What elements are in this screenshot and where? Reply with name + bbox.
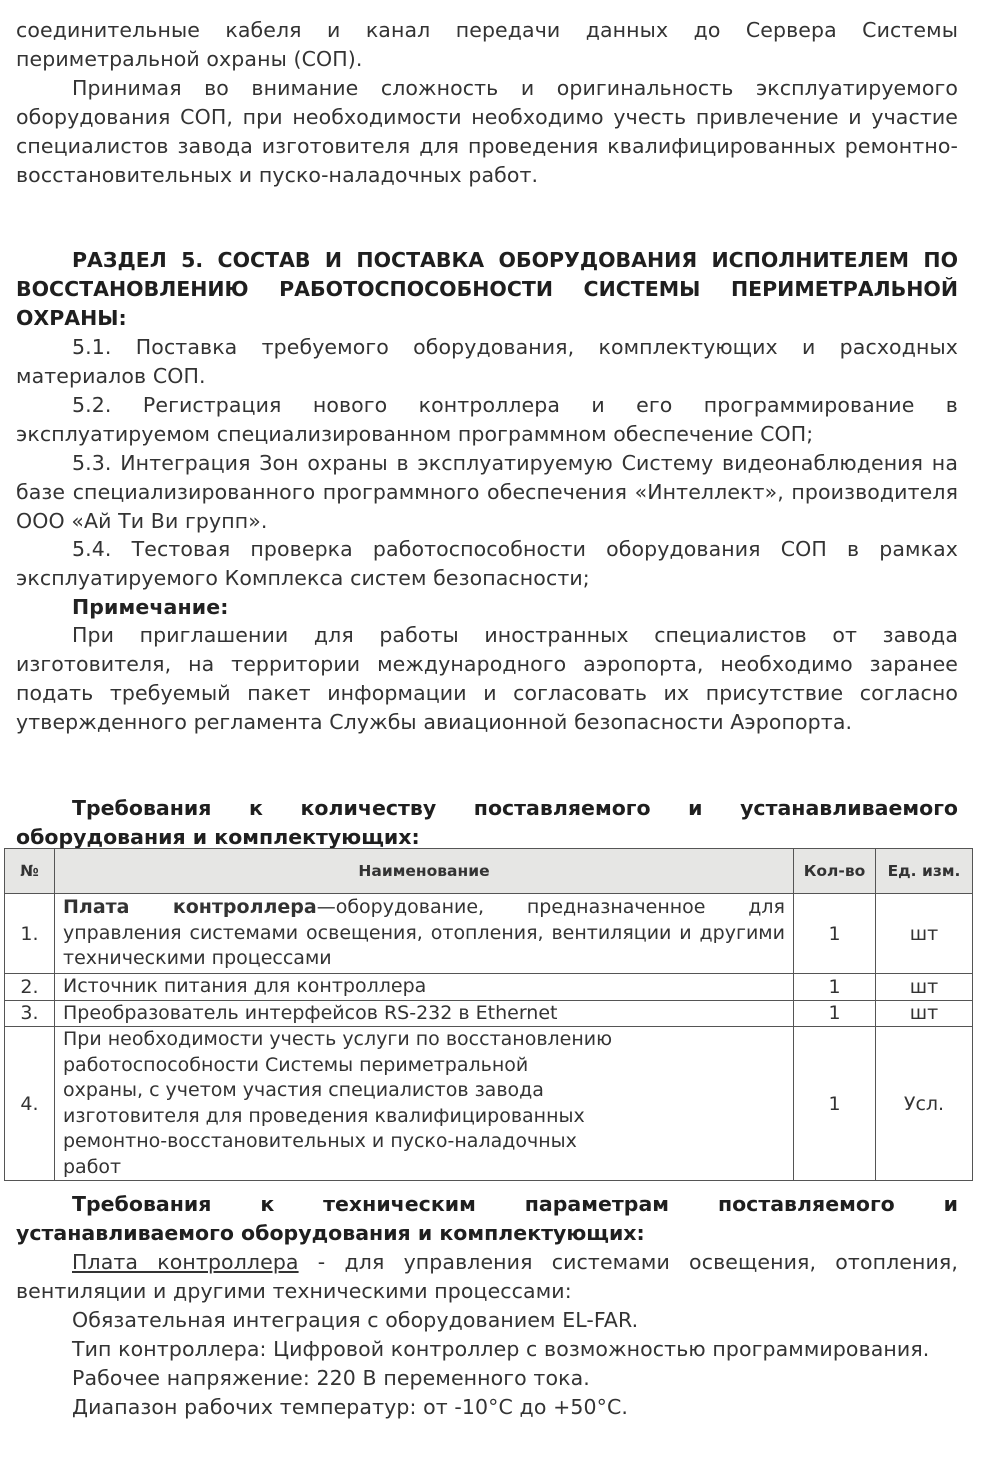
tech-subject-rest: - для управления системами освещения, отопления, вентиляции и другими техническими процессами: xyxy=(16,1250,958,1303)
header-number: № xyxy=(5,849,55,894)
table-row xyxy=(5,1000,973,1027)
paragraph-continuation: соединительные кабеля и канал передачи данных до Сервера Системы периметральной охраны (СОП). xyxy=(16,18,958,71)
item-number: 5.2. xyxy=(72,393,112,417)
item-number: 5.4. xyxy=(72,537,112,561)
item-text: Поставка требуемого оборудования, комплектующих и расходных материалов СОП. xyxy=(16,335,958,388)
row-name: Преобразователь интерфейсов RS-232 в Ethernet xyxy=(55,1000,794,1027)
tech-line: Диапазон рабочих температур: от -10°С до +50°С. xyxy=(72,1395,629,1419)
row-quantity: 1 xyxy=(794,1000,876,1027)
item-text: Регистрация нового контроллера и его программирование в эксплуатируемом специализированном программном обеспечение СОП; xyxy=(16,393,958,446)
row-quantity: 1 xyxy=(794,974,876,1001)
row-unit: шт xyxy=(876,974,973,1001)
section-item xyxy=(16,535,958,593)
row-name: Источник питания для контроллера xyxy=(55,974,794,1001)
header-name: Наименование xyxy=(55,849,794,894)
header-unit: Ед. изм. xyxy=(876,849,973,894)
table-header-row xyxy=(5,849,973,894)
row-name xyxy=(55,894,794,974)
equipment-table xyxy=(4,848,973,1181)
table-row xyxy=(5,974,973,1001)
section-item xyxy=(16,333,958,391)
note-label: Примечание: xyxy=(72,595,229,619)
technical-parameters xyxy=(16,1248,958,1422)
row-number: 1. xyxy=(5,894,55,974)
section-item xyxy=(16,449,958,536)
tech-subject-line xyxy=(16,1248,958,1306)
tech-line: Обязательная интеграция с оборудованием EL-FAR. xyxy=(72,1308,639,1332)
technical-requirements-heading: Требования к техническим параметрам поставляемого и устанавливаемого оборудования и комплектующих: xyxy=(16,1192,958,1245)
tech-subject: Плата контроллера xyxy=(72,1250,299,1274)
row-number: 2. xyxy=(5,974,55,1001)
row-name-bold: Плата контроллера xyxy=(63,896,317,919)
row-name-text: —оборудование, предназначенное для управления системами освещения, отопления, вентиляции и другими техническими процессами xyxy=(63,896,785,970)
paragraph-consideration: Принимая во внимание сложность и оригинальность эксплуатируемого оборудования СОП, при необходимости необходимо учесть привлечение и участие специалистов завода изготовителя для проведения квалифицированных ремонтно-восстановительных и пуско-наладочных работ. xyxy=(16,76,958,187)
row-quantity: 1 xyxy=(794,1027,876,1181)
row-number: 4. xyxy=(5,1027,55,1181)
row-unit: шт xyxy=(876,1000,973,1027)
row-unit: Усл. xyxy=(876,1027,973,1181)
section-item xyxy=(16,391,958,449)
tech-line: Рабочее напряжение: 220 В переменного тока. xyxy=(72,1366,590,1390)
quantity-requirements-heading: Требования к количеству поставляемого и устанавливаемого оборудования и комплектующих: xyxy=(16,796,958,849)
row-number: 3. xyxy=(5,1000,55,1027)
row-quantity: 1 xyxy=(794,894,876,974)
row-name xyxy=(55,1027,794,1181)
section-heading: РАЗДЕЛ 5. СОСТАВ И ПОСТАВКА ОБОРУДОВАНИЯ ИСПОЛНИТЕЛЕМ ПО ВОССТАНОВЛЕНИЮ РАБОТОСПОСОБНОСТИ СИСТЕМЫ ПЕРИМЕТРАЛЬНОЙ ОХРАНЫ: xyxy=(16,248,958,330)
item-number: 5.3. xyxy=(72,451,112,475)
note-text: При приглашении для работы иностранных специалистов от завода изготовителя, на территории международного аэропорта, необходимо заранее подать требуемый пакет информации и согласовать их присутствие согласно утвержденного регламента Службы авиационной безопасности Аэропорта. xyxy=(16,623,958,734)
row-unit: шт xyxy=(876,894,973,974)
table-row xyxy=(5,1027,973,1181)
row-name-text: При необходимости учесть услуги по восстановлению работоспособности Системы периметральной охраны, с учетом участия специалистов завода изготовителя для проведения квалифицированных ремонтно-восстановительных и пуско-наладочных работ xyxy=(63,1028,613,1178)
header-quantity xyxy=(794,849,876,894)
table-row xyxy=(5,894,973,974)
header-quantity-label: Кол-во xyxy=(803,862,866,880)
item-text: Тестовая проверка работоспособности оборудования СОП в рамках эксплуатируемого Комплекса систем безопасности; xyxy=(16,537,958,590)
item-number: 5.1. xyxy=(72,335,112,359)
tech-line: Тип контроллера: Цифровой контроллер с возможностью программирования. xyxy=(72,1337,930,1361)
item-text: Интеграция Зон охраны в эксплуатируемую Систему видеонаблюдения на базе специализированного программного обеспечения «Интеллект», производителя ООО «Ай Ти Ви групп». xyxy=(16,451,958,533)
